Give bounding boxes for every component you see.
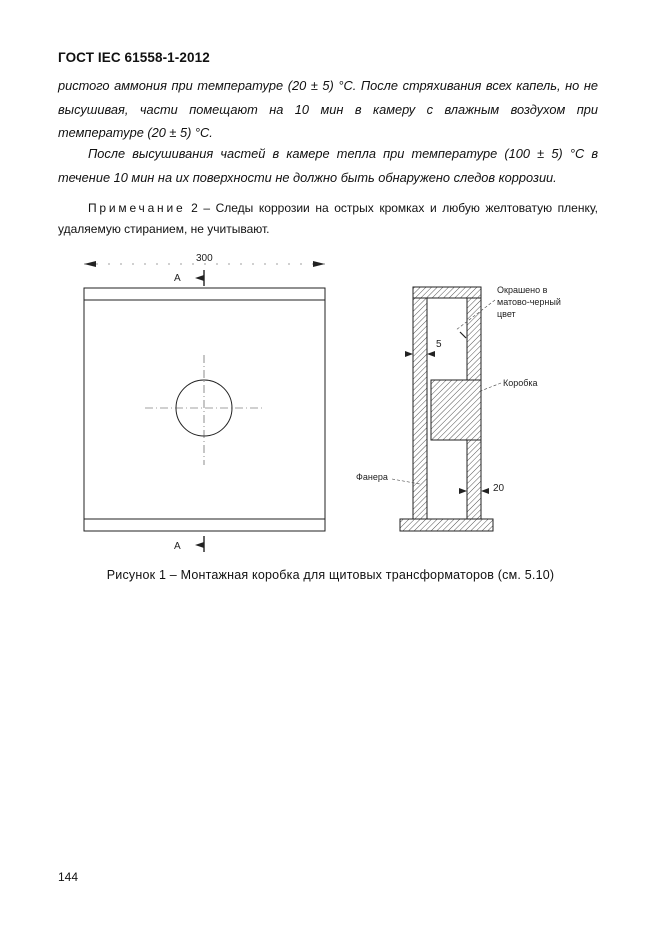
front-panel-hole (176, 380, 232, 436)
dimension-300: 300 (196, 253, 213, 264)
dimension-5: 5 (436, 339, 442, 350)
dim5-arrow-left (405, 351, 413, 357)
document-header: ГОСТ IEC 61558-1-2012 (58, 50, 210, 65)
front-view (84, 253, 325, 552)
section-arrow-bottom (195, 542, 204, 548)
page-number: 144 (58, 870, 79, 884)
dimension-arrow-left (84, 261, 96, 267)
section-left-wall (413, 298, 427, 519)
note-lead: Примечание (88, 201, 186, 215)
dimension-20: 20 (493, 483, 505, 494)
label-painted-line1: Окрашено в (497, 285, 548, 295)
paragraph-1: ристого аммония при температуре (20 ± 5) °С. После стряхивания всех капель, но не высушивая, части помещают на 10 мин в камеру с влажным воздухом при температуре (20 ± 5) °С. (58, 78, 598, 140)
dim5-leader (460, 332, 466, 338)
dim5-arrow-right (427, 351, 435, 357)
front-panel (84, 288, 325, 531)
section-right-wall-upper (467, 298, 481, 380)
leader-plywood (392, 479, 420, 484)
section-arrow-top (195, 275, 204, 281)
figure-caption: Рисунок 1 – Монтажная коробка для щитовых трансформаторов (см. 5.10) (106, 568, 555, 582)
section-label-top: A (174, 273, 181, 284)
label-box: Коробка (503, 378, 538, 388)
note-text: 2 – Следы коррозии на острых кромках и любую желтоватую пленку, удаляемую стиранием, не учитывают. (58, 201, 598, 236)
dimension-arrow-right (313, 261, 325, 267)
section-label-bottom: A (174, 541, 181, 552)
section-view (356, 285, 561, 531)
dim20-arrow-right (481, 488, 489, 494)
leader-box (478, 383, 501, 392)
dim20-arrow-left (459, 488, 467, 494)
leader-painted (456, 300, 495, 330)
label-painted-line3: цвет (497, 309, 516, 319)
label-plywood: Фанера (356, 472, 388, 482)
section-box (431, 380, 481, 440)
section-base-plate (400, 519, 493, 531)
note-paragraph (58, 198, 598, 240)
paragraph-2: После высушивания частей в камере тепла при температуре (100 ± 5) °С в течение 10 мин на их поверхности не должно быть обнаружено следов коррозии. (58, 146, 598, 185)
section-right-wall-lower (467, 440, 481, 519)
label-painted-line2: матово-черный (497, 297, 561, 307)
section-top-plate (413, 287, 481, 298)
